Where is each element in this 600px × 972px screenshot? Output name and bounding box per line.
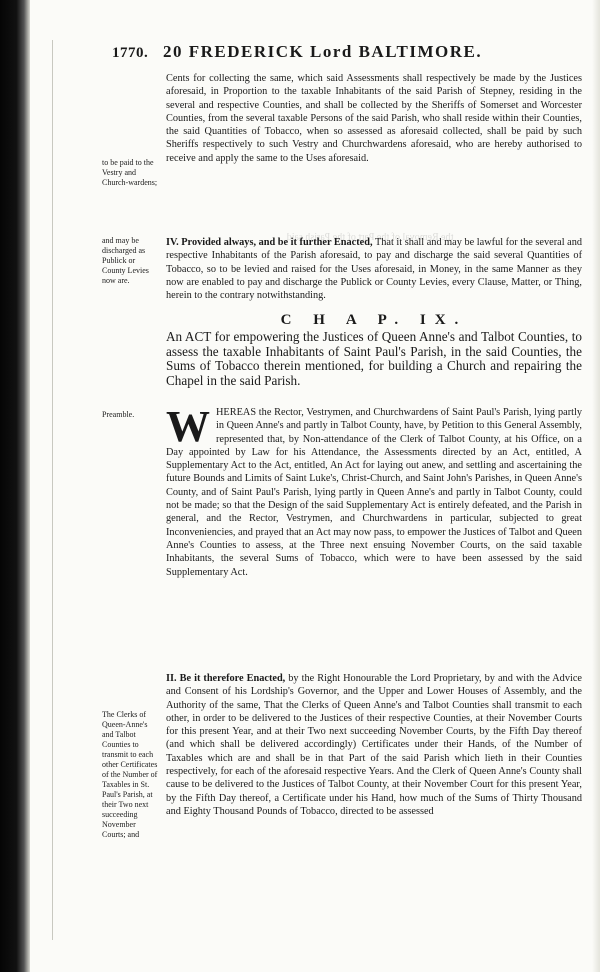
header-year: 1770. — [112, 45, 149, 61]
preamble-text: HEREAS the Rector, Vestrymen, and Churchwardens of Saint Paul's Parish, lying partly in Queen Anne's and partly in Talbot County, have, by Petition to this General Assembly, represented that, by Non-attendance of the Clerk of Talbot County, at his Office, on a Day appointed by Law for his Attendance, the Assessments directed by an Act, entitled, A Supplementary Act to the Act, entitled, An Act for laying out anew, and settling and ascertaining the future Bounds and Limits of Saint Luke's, Christ-Church, and Saint John's Parishes, in Queen Anne's County, and of Saint Paul's Parish, lying partly in Queen Anne's and partly in Talbot County, could not be made; so that the Design of the said Supplementary Act is entirely defeated, and the Parish in general, and the Rector, Vestrymen, and Churchwardens in particular, subjected to great Inconveniencies, and prayed that an Act may now pass, to empower the Justices of Talbot and Queen Anne's Counties to assess, at the Three next ensuing November Courts, on the said taxable Inhabitants, the several Sums of Tobacco, which were to have been assessed by the said Supplementary Act. — [166, 407, 582, 578]
header-title: 20 FREDERICK Lord BALTIMORE. — [163, 42, 483, 61]
scan-border — [0, 0, 30, 972]
preamble-paragraph — [166, 402, 582, 579]
drop-cap: W — [166, 402, 210, 451]
enacting-text: by the Right Honourable the Lord Proprietary, by and with the Advice and Consent of his Lordship's Governor, and the Upper and Lower Houses of Assembly, and the Authority of the same, That the Clerks of Queen Anne's and Talbot Counties shall transmit to each other, in order to be delivered to the Justices of their respective Counties, at their November Courts for this present Year, and at their Two next succeeding November Courts, by the Fifth Day thereof (and which shall be delivered accordingly) Certificates under their Hands, of the Number of Taxables which are and shall be in that Part of the said Parish which lieth in their Counties respectively, for each of the aforesaid respective Years. And the Clerk of Queen Anne's County shall cause to be delivered to the Justices of Talbot County, at their November Court for this present Year, by the Fifth Day thereof, a Certificate under his Hand, how much of the Sums of Thirty Thousand and Eighty Thousand Pounds of Tobacco, directed to be assessed — [166, 673, 582, 817]
paragraph-iv-text: That it shall and may be lawful for the several and respective Inhabitants of the Parish aforesaid, to pay and discharge the said several Quantities of Tobacco, so to be levied and raised for the Uses aforesaid, in Money, in the same Manner as they now are enabled to pay and discharge the Publick or County Levies, every Clause, Matter, or Thing, herein to the contrary notwithstanding. — [166, 237, 582, 302]
paragraph-iv-lead: IV. Provided always, and be it further Enacted, — [166, 237, 373, 248]
margin-note-preamble: Preamble. — [102, 410, 135, 419]
paragraph-iv — [166, 236, 582, 302]
gutter-line — [52, 40, 53, 940]
margin-note-vestry: to be paid to the Vestry and Church-wardens; — [102, 158, 158, 187]
page-edge — [592, 0, 600, 972]
section-continued — [166, 72, 582, 165]
chapter-heading: C H A P. IX. — [280, 312, 468, 328]
enacting-paragraph — [166, 672, 582, 818]
section-iv — [166, 236, 582, 302]
preamble-section — [166, 402, 582, 579]
margin-note-discharged: and may be discharged as Publick or County Levies now are. — [102, 236, 149, 285]
enacting-section — [166, 672, 582, 818]
act-title: An ACT for empowering the Justices of Queen Anne's and Talbot Counties, to assess the taxable Inhabitants of Saint Paul's Parish, in the said Counties, the Sums of Tobacco therein mentioned, for building a Church and repairing the Chapel in the said Parish. — [166, 329, 582, 388]
enacting-lead: II. Be it therefore Enacted, — [166, 673, 286, 684]
running-head — [112, 42, 582, 64]
margin-note-clerks: The Clerks of Queen-Anne's and Talbot Counties to transmit to each other Certificates of the Number of Taxables in St. Paul's Parish, at their Two next succeeding November Courts; and — [102, 710, 158, 839]
bleed-through: the Removal of the Part of the Parish said — [286, 232, 454, 243]
paragraph-continued: Cents for collecting the same, which said Assessments shall respectively be made by the Justices aforesaid, in Proportion to the taxable Inhabitants of the said Parish of Stepney, residing in the several and respective Counties, and shall be collected by the Sheriffs of Somerset and Worcester Counties, from the several taxable Persons of the said Parish, who shall reside within their Counties, the said Quantities of Tobacco, when so assessed as aforesaid collected, shall be paid by such Sheriffs respectively to such Vestry and Churchwardens aforesaid, who are hereby authorised to receive and apply the same to the Uses aforesaid. — [166, 73, 582, 164]
